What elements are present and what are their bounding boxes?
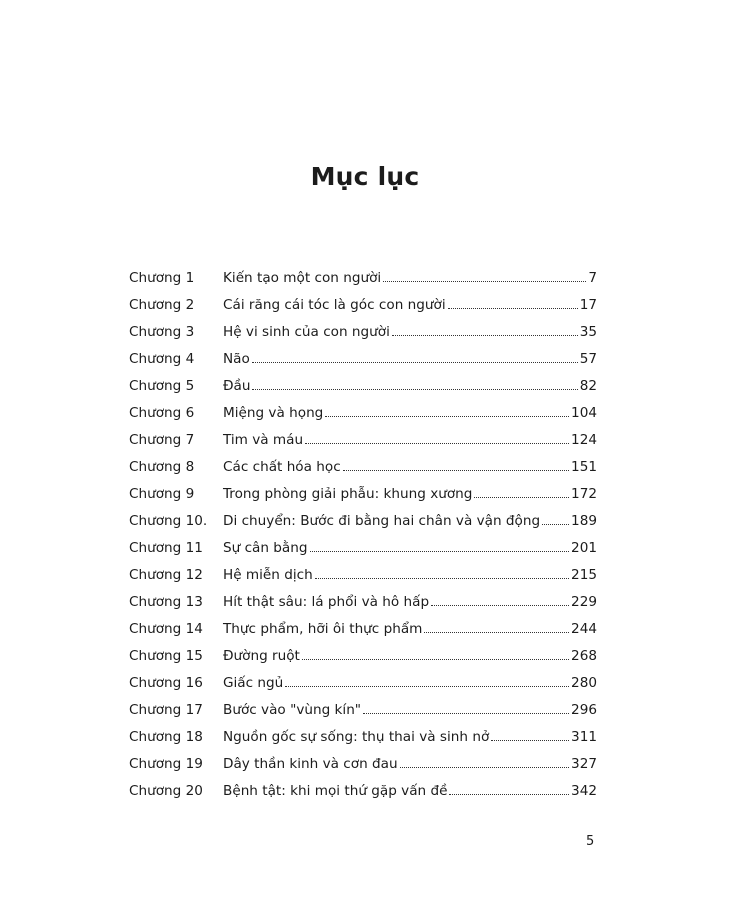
toc-entry: [129, 432, 597, 459]
toc-page-number: 342: [571, 783, 597, 799]
toc-entry: [129, 783, 597, 810]
toc-dot-leader: [315, 578, 569, 579]
toc-dot-leader: [252, 389, 577, 390]
toc-page-number: 124: [571, 432, 597, 448]
toc-chapter-title: Bệnh tật: khi mọi thứ gặp vấn đề: [223, 783, 448, 799]
toc-dot-leader: [343, 470, 569, 471]
toc-chapter-title: Di chuyển: Bước đi bằng hai chân và vận động: [223, 513, 541, 529]
toc-chapter-label: Chương 5: [129, 378, 195, 394]
toc-dot-leader: [285, 686, 569, 687]
toc-page-number: 7: [588, 270, 597, 286]
page-title: Mục lục: [310, 162, 420, 191]
toc-entry: [129, 486, 597, 513]
toc-entry: [129, 702, 597, 729]
toc-page-number: 189: [571, 513, 597, 529]
toc-chapter-label: Chương 17: [129, 702, 203, 718]
toc-dot-leader: [424, 632, 569, 633]
toc-dot-leader: [302, 659, 569, 660]
toc-chapter-title: Đường ruột: [223, 648, 300, 664]
toc-entry: [129, 648, 597, 675]
toc-entry: [129, 540, 597, 567]
toc-page-number: 172: [571, 486, 597, 502]
toc-chapter-title: Cái răng cái tóc là góc con người: [223, 297, 446, 313]
toc-page-number: 296: [571, 702, 597, 718]
toc-dot-leader: [431, 605, 569, 606]
toc-entry: [129, 675, 597, 702]
toc-chapter-label: Chương 3: [129, 324, 195, 340]
toc-chapter-title: Đầu: [223, 378, 251, 394]
toc-dot-leader: [400, 767, 569, 768]
toc-chapter-label: Chương 18: [129, 729, 203, 745]
toc-chapter-label: Chương 14: [129, 621, 203, 637]
toc-chapter-label: Chương 19: [129, 756, 203, 772]
toc-page-number: 268: [571, 648, 597, 664]
toc-entry: [129, 621, 597, 648]
toc-chapter-title: Trong phòng giải phẫu: khung xương: [223, 486, 473, 502]
toc-chapter-label: Chương 7: [129, 432, 195, 448]
toc-chapter-label: Chương 9: [129, 486, 195, 502]
toc-page-number: 311: [571, 729, 597, 745]
toc-chapter-title: Thực phẩm, hỡi ôi thực phẩm: [223, 621, 423, 637]
toc-entry: [129, 378, 597, 405]
toc-page-number: 82: [579, 378, 597, 394]
toc-chapter-label: Chương 15: [129, 648, 203, 664]
toc-dot-leader: [474, 497, 569, 498]
toc-chapter-label: Chương 16: [129, 675, 203, 691]
toc-chapter-title: Nguồn gốc sự sống: thụ thai và sinh nở: [223, 729, 490, 745]
toc-chapter-title: Tim và máu: [223, 432, 304, 448]
toc-page-number: 57: [579, 351, 597, 367]
toc-chapter-label: Chương 4: [129, 351, 195, 367]
page-number: 5: [586, 834, 595, 849]
toc-chapter-label: Chương 10.: [129, 513, 208, 529]
toc-dot-leader: [252, 362, 578, 363]
toc-entry: [129, 567, 597, 594]
toc-entry: [129, 594, 597, 621]
toc-page-number: 244: [571, 621, 597, 637]
toc-chapter-label: Chương 20: [129, 783, 203, 799]
toc-entry: [129, 324, 597, 351]
toc-dot-leader: [325, 416, 569, 417]
toc-chapter-title: Hít thật sâu: lá phổi và hô hấp: [223, 594, 430, 610]
table-of-contents: [129, 270, 597, 810]
toc-page-number: 215: [571, 567, 597, 583]
toc-dot-leader: [491, 740, 569, 741]
toc-page-number: 104: [571, 405, 597, 421]
toc-dot-leader: [383, 281, 586, 282]
toc-page-number: 35: [579, 324, 597, 340]
toc-dot-leader: [542, 524, 569, 525]
toc-chapter-title: Não: [223, 351, 250, 367]
toc-page-number: 280: [571, 675, 597, 691]
toc-chapter-title: Miệng và họng: [223, 405, 324, 421]
toc-chapter-title: Các chất hóa học: [223, 459, 341, 475]
toc-dot-leader: [448, 308, 578, 309]
toc-chapter-title: Hệ vi sinh của con người: [223, 324, 390, 340]
toc-chapter-label: Chương 1: [129, 270, 195, 286]
toc-dot-leader: [305, 443, 569, 444]
toc-page-number: 327: [571, 756, 597, 772]
toc-entry: [129, 405, 597, 432]
toc-chapter-label: Chương 12: [129, 567, 203, 583]
toc-entry: [129, 351, 597, 378]
toc-entry: [129, 459, 597, 486]
toc-chapter-title: Bước vào "vùng kín": [223, 702, 362, 718]
toc-chapter-title: Kiến tạo một con người: [223, 270, 382, 286]
toc-entry: [129, 729, 597, 756]
toc-page-number: 151: [571, 459, 597, 475]
toc-page-number: 17: [579, 297, 597, 313]
toc-chapter-label: Chương 13: [129, 594, 203, 610]
toc-page-number: 229: [571, 594, 597, 610]
toc-entry: [129, 270, 597, 297]
toc-chapter-title: Dây thần kinh và cơn đau: [223, 756, 398, 772]
toc-chapter-label: Chương 6: [129, 405, 195, 421]
toc-entry: [129, 513, 597, 540]
toc-chapter-title: Hệ miễn dịch: [223, 567, 313, 583]
toc-dot-leader: [392, 335, 578, 336]
toc-page-number: 201: [571, 540, 597, 556]
toc-chapter-label: Chương 8: [129, 459, 195, 475]
toc-chapter-label: Chương 11: [129, 540, 203, 556]
toc-chapter-label: Chương 2: [129, 297, 195, 313]
toc-entry: [129, 756, 597, 783]
toc-dot-leader: [310, 551, 570, 552]
toc-chapter-title: Sự cân bằng: [223, 540, 308, 556]
toc-entry: [129, 297, 597, 324]
toc-dot-leader: [363, 713, 569, 714]
toc-dot-leader: [449, 794, 569, 795]
toc-chapter-title: Giấc ngủ: [223, 675, 284, 691]
